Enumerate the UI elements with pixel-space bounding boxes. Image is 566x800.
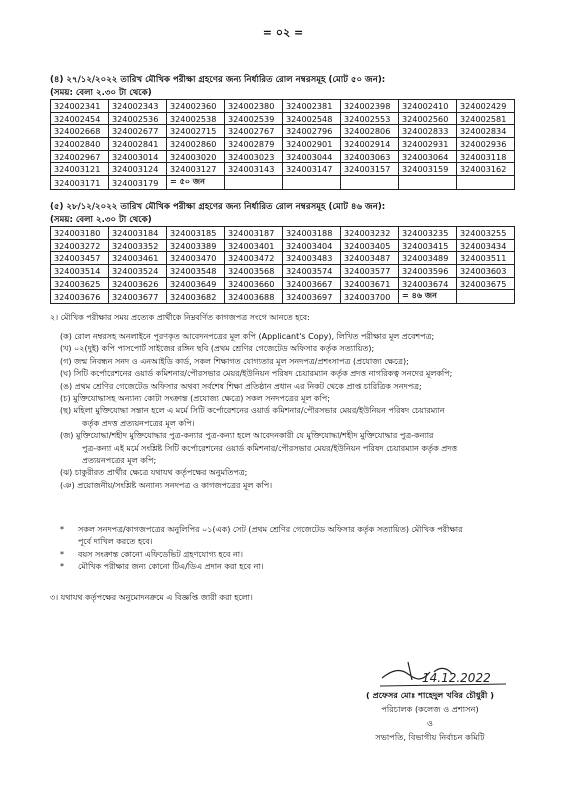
roll-number-cell: 324002796 [283, 125, 341, 138]
roll-number-cell: 324002548 [283, 112, 341, 125]
table-row [51, 252, 515, 265]
page-number: = ০২ = [262, 26, 304, 39]
document-item: (ঘ) সিটি কর্পোরেশনের ওয়ার্ড কমিশনার/পৌরসভার মেয়র/ইউনিয়ন পরিষদ চেয়ারম্যান কর্তৃক প্রদত্ত নাগরিকত্ব সনদের মূলকপি; [60, 369, 453, 379]
roll-number-cell: 324003677 [109, 290, 167, 304]
signature-scribble [378, 656, 508, 690]
roll-number-cell: 324002341 [51, 100, 109, 113]
roll-number-cell: 324002668 [51, 125, 109, 138]
roll-number-cell: 324002581 [457, 112, 515, 125]
roll-number-cell: 324003577 [341, 265, 399, 278]
roll-number-cell: 324002860 [167, 138, 225, 151]
roll-number-cell: 324003568 [225, 265, 283, 278]
roll-number-cell: 324003020 [167, 150, 225, 163]
roll-number-cell: 324002536 [109, 112, 167, 125]
roll-number-cell: 324003179 [109, 176, 167, 190]
roll-number-cell: 324003389 [167, 239, 225, 252]
roll-number-cell: 324003121 [51, 163, 109, 176]
total-count-cell: = ৫০ জন [167, 176, 225, 190]
roll-number-cell: 324003483 [283, 252, 341, 265]
roll-number-cell: 324002840 [51, 138, 109, 151]
document-item: (চ) মুক্তিযোদ্ধাসহ অন্যান্য কোটা সংক্রান্ত (প্রযোজ্য ক্ষেত্রে) সকল সনদপত্রের মূল কপি; [60, 394, 330, 404]
table-row [51, 227, 515, 240]
roll-number-cell: 324003404 [283, 239, 341, 252]
roll-number-cell: 324003434 [457, 239, 515, 252]
roll-number-cell: 324002343 [109, 100, 167, 113]
document-item-continuation: পুত্র-কন্যা এই মর্মে সংশ্লিষ্ট সিটি কর্পোরেশনের ওয়ার্ড কমিশনার/পৌরসভার মেয়র/ইউনিয়ন পরিষদ চেয়ারম্যান কর্তৃক প্রদত্ত [82, 443, 458, 453]
roll-number-cell: 324002931 [399, 138, 457, 151]
roll-number-cell: 324003415 [399, 239, 457, 252]
roll-number-cell: 324003487 [341, 252, 399, 265]
roll-number-cell: 324002914 [341, 138, 399, 151]
roll-number-cell: 324003159 [399, 163, 457, 176]
roll-number-cell: 324003162 [457, 163, 515, 176]
roll-number-cell: 324003626 [109, 277, 167, 290]
roll-number-cell: 324002767 [225, 125, 283, 138]
roll-number-cell: 324003675 [457, 277, 515, 290]
table-row [51, 100, 515, 113]
roll-number-cell [457, 290, 515, 304]
roll-number-cell: 324003676 [51, 290, 109, 304]
roll-number-cell [457, 176, 515, 190]
roll-number-cell [341, 176, 399, 190]
asterisk-bullet: * [60, 561, 64, 571]
roll-number-cell [225, 176, 283, 190]
roll-number-cell: 324002381 [283, 100, 341, 113]
paragraph-2-intro: ২। মৌখিক পরীক্ষার সময় প্রত্যেক প্রার্থীকে নিম্নবর্ণিত কাগজপত্র সংগে আনতে হবে: [50, 313, 310, 322]
note-item [60, 561, 463, 573]
roll-number-cell: 324002677 [109, 125, 167, 138]
roll-number-cell [283, 176, 341, 190]
roll-number-cell: 324002410 [399, 100, 457, 113]
signatory-role-2: সভাপতি, বিভাগীয় নির্বাচন কমিটি [375, 732, 485, 742]
roll-number-cell: 324003147 [283, 163, 341, 176]
section-5-title: (৫) ২৮/১২/২০২২ তারিখ মৌখিক পরীক্ষা গ্রহণের জন্য নির্ধারিত রোল নম্বরসমূহ (মোট ৪৬ জন): [50, 202, 386, 212]
roll-number-cell: 324002715 [167, 125, 225, 138]
section-4-time: (সময়: বেলা ২.৩০ টা থেকে) [50, 88, 152, 98]
note-continuation: পূর্বে দাখিল করতে হবে। [78, 537, 153, 547]
signatory-name: ( প্রফেসর মোঃ শাহেদুল খবির চৌধুরী ) [365, 690, 494, 700]
document-item: (গ) জন্ম নিবন্ধন সনদ ও এনআইডি কার্ড, সকল শিক্ষাগত যোগ্যতার মূল সনদপত্র/প্রশংসাপত্র (প্রযোজ্য ক্ষেত্রে); [60, 356, 409, 366]
roll-number-cell: 324003596 [399, 265, 457, 278]
roll-number-cell: 324002833 [399, 125, 457, 138]
roll-number-cell: 324003548 [167, 265, 225, 278]
roll-number-cell: 324003574 [283, 265, 341, 278]
roll-number-cell: 324003014 [109, 150, 167, 163]
roll-number-cell: 324003457 [51, 252, 109, 265]
section-4-roll-table [50, 99, 515, 190]
document-item: (ক) রোল নম্বরসহ অনলাইনে পূরণকৃত আবেদনপত্রের মূল কপি (Applicant's Copy), লিখিত পরীক্ষার মূল প্রবেশপত্র; [60, 332, 435, 341]
roll-number-cell: 324002967 [51, 150, 109, 163]
roll-number-cell: 324003688 [225, 290, 283, 304]
roll-number-cell: 324003044 [283, 150, 341, 163]
roll-number-cell: 324002360 [167, 100, 225, 113]
roll-number-cell: 324003272 [51, 239, 109, 252]
roll-number-cell: 324002806 [341, 125, 399, 138]
roll-number-cell: 324003671 [341, 277, 399, 290]
table-row [51, 265, 515, 278]
roll-number-cell: 324002901 [283, 138, 341, 151]
roll-number-cell: 324003180 [51, 227, 109, 240]
roll-number-cell: 324003697 [283, 290, 341, 304]
table-row [51, 239, 515, 252]
roll-number-cell: 324003235 [399, 227, 457, 240]
note-item [60, 549, 463, 561]
roll-number-cell: 324003405 [341, 239, 399, 252]
signature-block [330, 688, 530, 744]
document-item: (জ) মুক্তিযোদ্ধা/শহীদ মুক্তিযোদ্ধার পুত্র-কন্যার পুত্র-কন্যা হলে আবেদনকারী যে মুক্তিযোদ্ধা/শহীদ মুক্তিযোদ্ধার পুত্র-কন্যার [60, 431, 434, 441]
roll-number-cell: 324003352 [109, 239, 167, 252]
roll-number-cell: 324002560 [399, 112, 457, 125]
table-row [51, 112, 515, 125]
roll-number-cell: 324002539 [225, 112, 283, 125]
roll-number-cell: 324003524 [109, 265, 167, 278]
document-item-continuation: কর্তৃক প্রদত্ত প্রত্যয়নপত্রের মূল কপি। [82, 418, 195, 428]
roll-number-cell [399, 176, 457, 190]
section-5-roll-table [50, 226, 515, 304]
roll-number-cell: 324003124 [109, 163, 167, 176]
roll-number-cell: 324003157 [341, 163, 399, 176]
table-row [51, 125, 515, 138]
roll-number-cell: 324002538 [167, 112, 225, 125]
document-item: (ঞ) প্রয়োজনীয়/সংশ্লিষ্ট অন্যান্য সনদপত্র ও কাগজপত্রের মূল কপি। [60, 480, 273, 490]
section-4-title: (৪) ২৭/১২/২০২২ তারিখ মৌখিক পরীক্ষা গ্রহণের জন্য নির্ধারিত রোল নম্বরসমূহ (মোট ৫০ জন): [50, 75, 386, 85]
table-row [51, 290, 515, 304]
signatory-and: ও [426, 718, 434, 728]
roll-number-cell: 324002936 [457, 138, 515, 151]
table-row [51, 150, 515, 163]
roll-number-cell: 324003255 [457, 227, 515, 240]
roll-number-cell: 324003514 [51, 265, 109, 278]
roll-number-cell: 324003472 [225, 252, 283, 265]
roll-number-cell: 324003063 [341, 150, 399, 163]
roll-number-cell: 324003118 [457, 150, 515, 163]
roll-number-cell: 324003625 [51, 277, 109, 290]
notes-list [60, 524, 463, 573]
note-text: সকল সনদপত্র/কাগজপত্রের অনুলিপির ০১(এক) সেট (প্রথম শ্রেণির গেজেটেড অফিসার কর্তৃক সত্যায়িত) মৌখিক পরীক্ষার [78, 525, 463, 534]
roll-number-cell: 324003171 [51, 176, 109, 190]
note-item [60, 524, 463, 536]
roll-number-cell: 324002879 [225, 138, 283, 151]
roll-number-cell: 324003470 [167, 252, 225, 265]
roll-number-cell: 324003511 [457, 252, 515, 265]
roll-number-cell: 324003649 [167, 277, 225, 290]
roll-number-cell: 324003187 [225, 227, 283, 240]
roll-number-cell: 324002429 [457, 100, 515, 113]
roll-number-cell: 324003603 [457, 265, 515, 278]
note-text: বয়স সংক্রান্ত কোনো এফিডেভিট গ্রহণযোগ্য হবে না। [78, 549, 243, 559]
asterisk-bullet: * [60, 549, 64, 559]
roll-number-cell: 324003184 [109, 227, 167, 240]
roll-number-cell: 324003127 [167, 163, 225, 176]
document-item: (খ) ০২(দুই) কপি পাসপোর্ট সাইজের রঙ্গিন ছবি (প্রথম শ্রেণির গেজেটেড অফিসার কর্তৃক সত্যায়িত); [60, 344, 375, 354]
roll-number-cell: 324003667 [283, 277, 341, 290]
document-item-continuation: প্রত্যয়নপত্রের মূল কপি; [82, 456, 157, 466]
required-documents-list [60, 331, 530, 492]
roll-number-cell: 324003660 [225, 277, 283, 290]
roll-number-cell: 324003023 [225, 150, 283, 163]
roll-number-cell: 324003232 [341, 227, 399, 240]
signatory-role-1: পরিচালক (কলেজ ও প্রশাসন) [381, 704, 479, 714]
table-row [51, 176, 515, 190]
paragraph-3: ৩। যথাযথ কর্তৃপক্ষের অনুমোদনক্রমে এ বিজ্ঞপ্তি জারী করা হলো। [50, 593, 253, 602]
signature-date: 14.12.2022 [422, 671, 491, 685]
roll-number-cell: 324003143 [225, 163, 283, 176]
roll-number-cell: 324003461 [109, 252, 167, 265]
roll-number-cell: 324003064 [399, 150, 457, 163]
document-item: (ছ) মহিলা মুক্তিযোদ্ধা সন্তান হলে এ মর্মে সিটি কর্পোরেশনের ওয়ার্ড কমিশনার/পৌরসভার মেয়র/ইউনিয়ন পরিষদ চেয়ারম্যান [60, 406, 445, 416]
note-text: মৌখিক পরীক্ষার জন্য কোনো টিএ/ডিএ প্রদান করা হবে না। [78, 561, 264, 571]
roll-number-cell: 324002380 [225, 100, 283, 113]
table-row [51, 277, 515, 290]
total-count-cell: = ৪৬ জন [399, 290, 457, 304]
roll-number-cell: 324003700 [341, 290, 399, 304]
roll-number-cell: 324003682 [167, 290, 225, 304]
roll-number-cell: 324002454 [51, 112, 109, 125]
asterisk-bullet: * [60, 525, 64, 534]
roll-number-cell: 324002398 [341, 100, 399, 113]
roll-number-cell: 324002553 [341, 112, 399, 125]
roll-number-cell: 324003401 [225, 239, 283, 252]
section-5-time: (সময়: বেলা ২.৩০ টা থেকে) [50, 215, 152, 225]
roll-number-cell: 324003185 [167, 227, 225, 240]
roll-number-cell: 324003674 [399, 277, 457, 290]
document-item: (ঙ) প্রথম শ্রেণির গেজেটেড অফিসার অথবা সর্বশেষ শিক্ষা প্রতিষ্ঠান প্রধান এর নিকট থেকে প্রাপ্ত চারিত্রিক সনদপত্র; [60, 381, 422, 391]
table-row [51, 138, 515, 151]
roll-number-cell: 324002841 [109, 138, 167, 151]
document-item: (ঝ) চাকুরীরত প্রার্থীর ক্ষেত্রে যথাযথ কর্তৃপক্ষের অনুমতিপত্র; [60, 468, 248, 478]
table-row [51, 163, 515, 176]
roll-number-cell: 324003489 [399, 252, 457, 265]
roll-number-cell: 324002834 [457, 125, 515, 138]
roll-number-cell: 324003188 [283, 227, 341, 240]
